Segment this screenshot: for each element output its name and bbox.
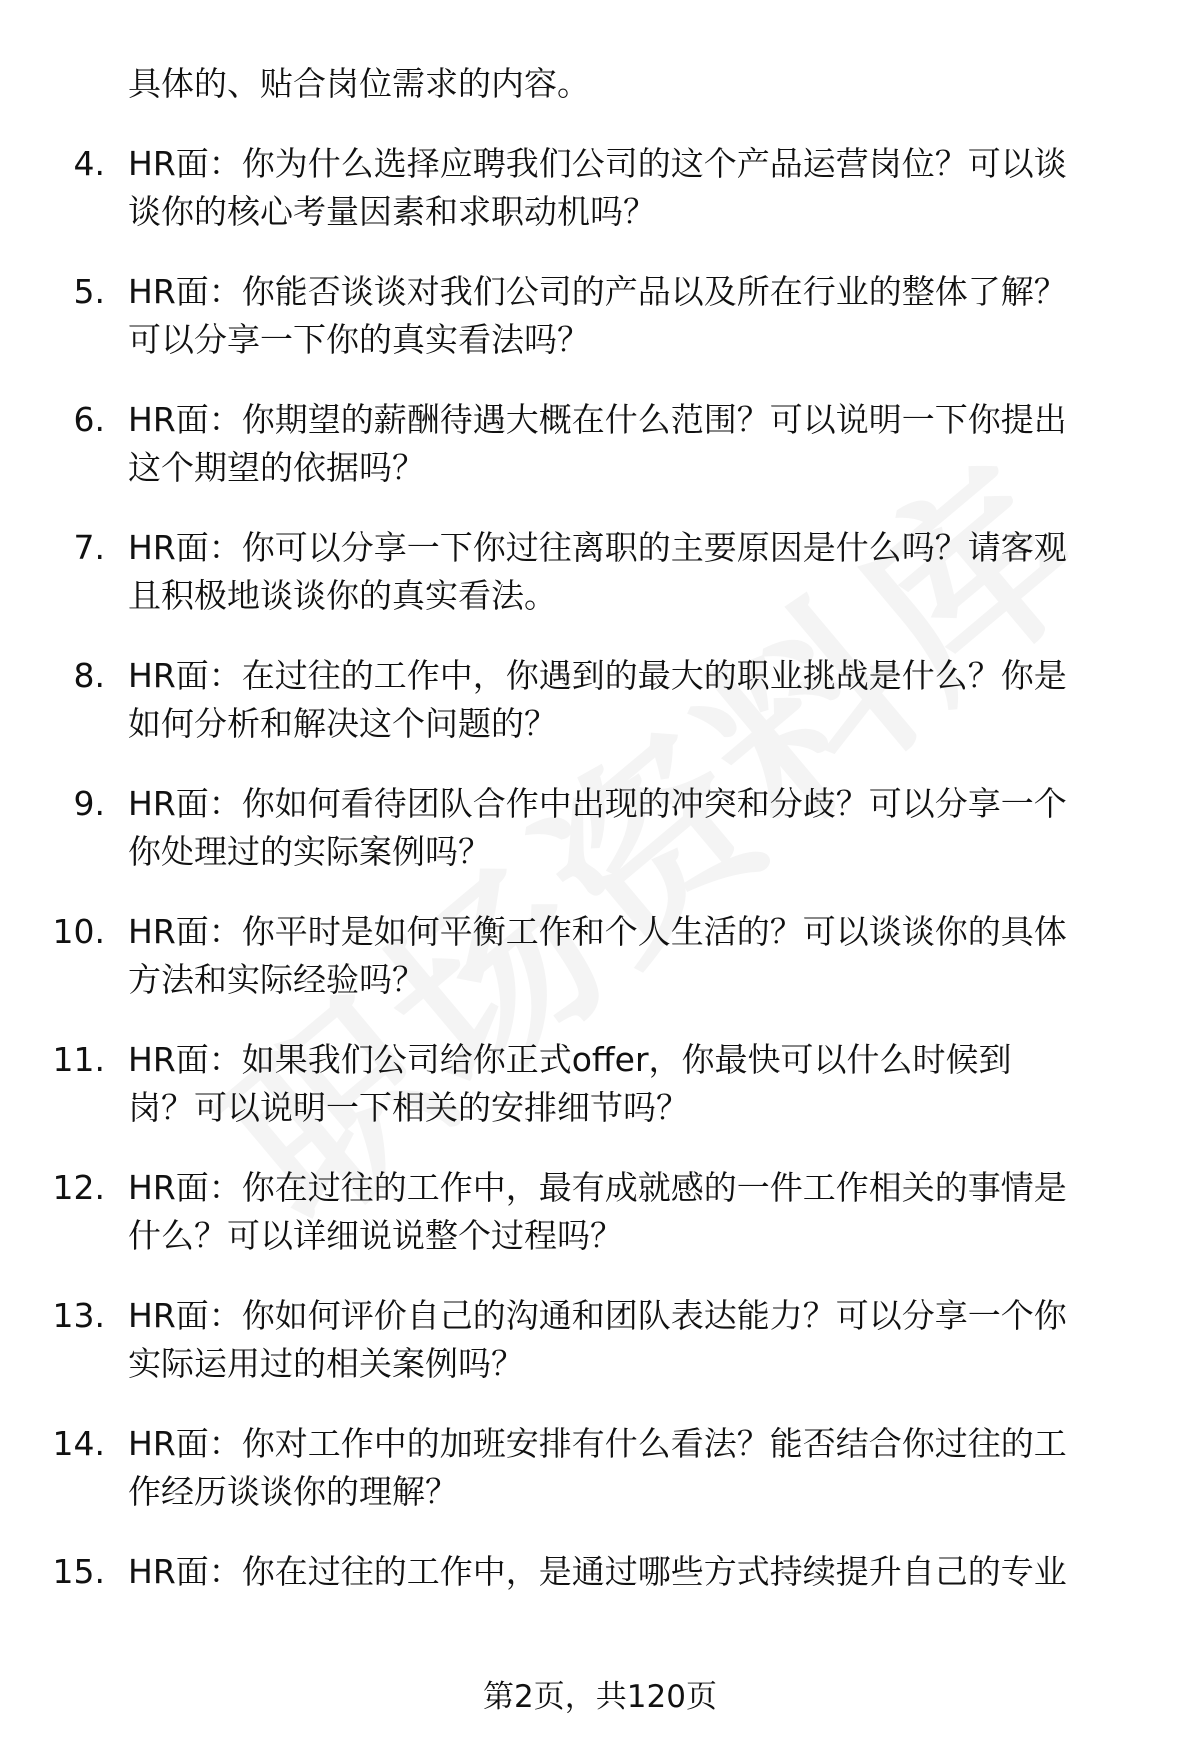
question-line: 你处理过的实际案例吗？: [128, 832, 491, 871]
question-line: HR面：如果我们公司给你正式offer，你最快可以什么时候到: [128, 1040, 1012, 1079]
question-line: 如何分析和解决这个问题的？: [128, 704, 557, 743]
question-text: [128, 140, 1148, 236]
question-line: 这个期望的依据吗？: [128, 448, 425, 487]
question-number: 10.: [52, 912, 105, 951]
list-item: [0, 1292, 1200, 1420]
question-text: [128, 1036, 1148, 1132]
question-line: 什么？可以详细说说整个过程吗？: [128, 1216, 623, 1255]
question-line: HR面：你如何看待团队合作中出现的冲突和分歧？可以分享一个: [128, 784, 1067, 823]
question-line: HR面：你如何评价自己的沟通和团队表达能力？可以分享一个你: [128, 1296, 1067, 1335]
question-line: 实际运用过的相关案例吗？: [128, 1344, 524, 1383]
continuation-text: 具体的、贴合岗位需求的内容。: [128, 64, 590, 103]
list-item: [0, 1164, 1200, 1292]
question-number: 9.: [73, 784, 105, 823]
question-line: HR面：你可以分享一下你过往离职的主要原因是什么吗？请客观: [128, 528, 1067, 567]
question-line: 方法和实际经验吗？: [128, 960, 425, 999]
question-list: [0, 140, 1200, 1676]
question-text: [128, 396, 1148, 492]
list-item: [0, 1420, 1200, 1548]
question-number: 7.: [73, 528, 105, 567]
question-line: HR面：你为什么选择应聘我们公司的这个产品运营岗位？可以谈: [128, 144, 1067, 183]
question-text: [128, 780, 1148, 876]
list-item: [0, 1036, 1200, 1164]
question-number: 5.: [73, 272, 105, 311]
question-text: [128, 268, 1148, 364]
question-number: 12.: [52, 1168, 105, 1207]
question-number: 8.: [73, 656, 105, 695]
question-text: [128, 1164, 1148, 1260]
list-item: [0, 140, 1200, 268]
question-line: HR面：你在过往的工作中，是通过哪些方式持续提升自己的专业: [128, 1552, 1067, 1591]
question-line: HR面：你对工作中的加班安排有什么看法？能否结合你过往的工: [128, 1424, 1067, 1463]
list-item: [0, 652, 1200, 780]
question-number: 6.: [73, 400, 105, 439]
question-line: 可以分享一下你的真实看法吗？: [128, 320, 590, 359]
list-item: [0, 268, 1200, 396]
question-text: [128, 908, 1148, 1004]
question-line: HR面：你在过往的工作中，最有成就感的一件工作相关的事情是: [128, 1168, 1067, 1207]
question-line: 岗？可以说明一下相关的安排细节吗？: [128, 1088, 689, 1127]
question-line: 谈你的核心考量因素和求职动机吗？: [128, 192, 656, 231]
question-number: 4.: [73, 144, 105, 183]
question-text: [128, 524, 1148, 620]
question-number: 13.: [52, 1296, 105, 1335]
question-line: 作经历谈谈你的理解？: [128, 1472, 458, 1511]
question-text: [128, 1292, 1148, 1388]
question-line: HR面：你平时是如何平衡工作和个人生活的？可以谈谈你的具体: [128, 912, 1067, 951]
page-footer: 第2页，共120页: [483, 1679, 717, 1715]
question-number: 15.: [52, 1552, 105, 1591]
question-line: HR面：你能否谈谈对我们公司的产品以及所在行业的整体了解？: [128, 272, 1067, 311]
question-number: 14.: [52, 1424, 105, 1463]
question-text: [128, 1548, 1148, 1596]
question-line: HR面：你期望的薪酬待遇大概在什么范围？可以说明一下你提出: [128, 400, 1067, 439]
list-item: [0, 908, 1200, 1036]
question-number: 11.: [52, 1040, 105, 1079]
question-line: 且积极地谈谈你的真实看法。: [128, 576, 557, 615]
list-item: [0, 1548, 1200, 1676]
list-item: [0, 524, 1200, 652]
list-item: [0, 396, 1200, 524]
list-item: [0, 780, 1200, 908]
question-text: [128, 652, 1148, 748]
question-text: [128, 1420, 1148, 1516]
question-line: HR面：在过往的工作中，你遇到的最大的职业挑战是什么？你是: [128, 656, 1067, 695]
